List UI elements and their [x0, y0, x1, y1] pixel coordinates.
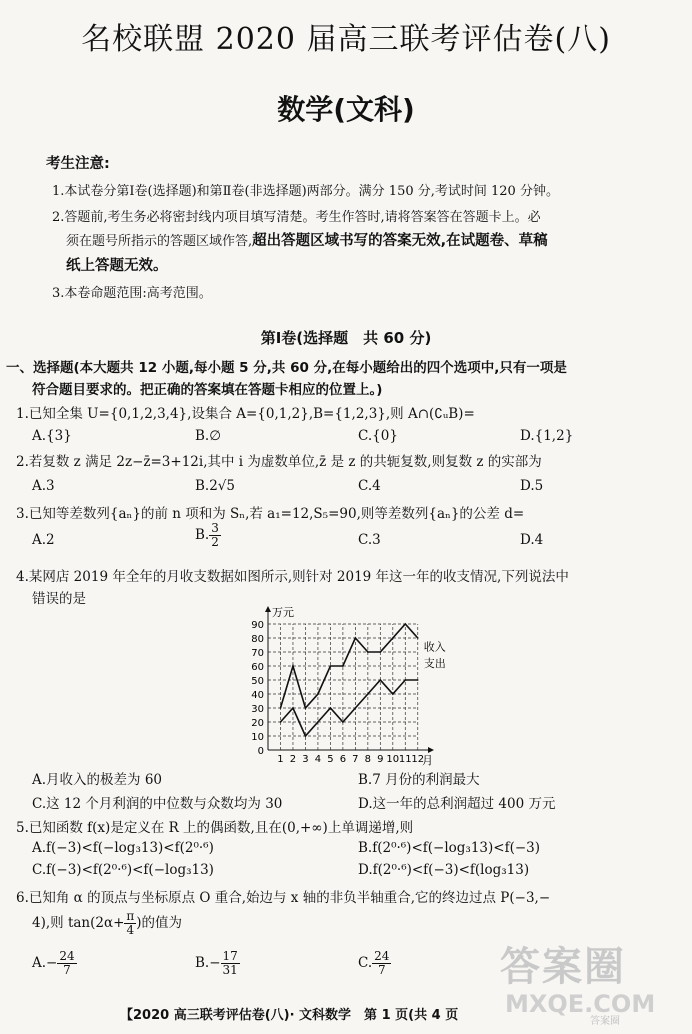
q3-option-b-fraction [209, 522, 221, 549]
series-legend-label: 支出 [423, 657, 446, 671]
q4-option-d: D.这一年的总利润超过 400 万元 [358, 796, 556, 812]
y-tick-label: 70 [251, 648, 264, 659]
watermark-small: 答案圈 [590, 1016, 620, 1027]
y-tick-label: 0 [257, 746, 264, 757]
y-tick-label: 30 [251, 704, 264, 715]
question-6-stem-2 [32, 910, 182, 937]
q6-stem-2-pre: 4),则 tan(2α+ [32, 915, 125, 931]
chart-ticks [251, 606, 433, 766]
data-point [367, 651, 369, 653]
q6-a-denominator: 7 [63, 963, 71, 977]
data-point [380, 679, 382, 681]
y-tick-label: 50 [251, 676, 264, 687]
q3-b-denominator: 2 [211, 535, 219, 549]
data-point [404, 679, 406, 681]
y-tick-label: 80 [251, 634, 264, 645]
notice-line-3-plain: 须在题号所指示的答题区域作答, [66, 234, 253, 249]
data-point [305, 707, 307, 709]
data-point [367, 693, 369, 695]
section-intro-1: 一、选择题(本大题共 12 小题,每小题 5 分,共 60 分,在每小题给出的四个选项中,只有一项是 [6, 360, 567, 376]
exam-title: 名校联盟 2020 届高三联考评估卷(八) [81, 22, 611, 57]
data-point [330, 665, 332, 667]
y-tick-label: 60 [251, 662, 264, 673]
x-tick-label: 4 [314, 754, 322, 765]
q6-c-prefix: C. [358, 955, 373, 971]
question-5-stem: 5.已知函数 f(x)是定义在 R 上的偶函数,且在(0,+∞)上单调递增,则 [16, 820, 414, 836]
q1-option-d: D.{1,2} [520, 428, 574, 444]
data-point [392, 693, 394, 695]
q2-option-b: B.2√5 [195, 478, 235, 494]
data-point [392, 637, 394, 639]
x-tick-label: 9 [377, 754, 384, 765]
q6-c-numerator: 24 [374, 949, 390, 963]
data-point [280, 707, 282, 709]
data-point [280, 721, 282, 723]
q4-option-b: B.7 月份的利润最大 [358, 772, 480, 788]
series-legend-label: 收入 [423, 640, 446, 654]
notice-line-2: 2.答题前,考生务必将密封线内项目填写清楚。考生作答时,请将答案答在答题卡上。必 [52, 210, 541, 225]
question-6-stem-1: 6.已知角 α 的顶点与坐标原点 O 重合,始边与 x 轴的非负半轴重合,它的终边过点 P(−3,− [16, 890, 551, 906]
y-tick-label: 40 [251, 690, 264, 701]
data-point [355, 707, 357, 709]
income-expense-chart [240, 604, 470, 766]
data-point [330, 707, 332, 709]
data-point [292, 707, 294, 709]
q6-c-fraction [372, 950, 391, 977]
q6-b-prefix: B.− [195, 955, 221, 971]
q6-a-fraction [57, 950, 76, 977]
q2-option-c: C.4 [358, 478, 381, 494]
notice-line-3 [66, 229, 548, 250]
q6-pi-over-4 [124, 910, 136, 937]
data-point [404, 623, 406, 625]
q1-option-b: B.∅ [195, 428, 221, 444]
q4-option-c: C.这 12 个月利润的中位数与众数均为 30 [32, 796, 283, 812]
data-point [355, 637, 357, 639]
q3-option-a: A.2 [32, 532, 55, 548]
q6-c-denominator: 7 [377, 963, 386, 977]
notice-heading: 考生注意: [46, 156, 110, 172]
q6-pi-numerator: π [126, 909, 135, 923]
q3-option-b [195, 522, 221, 549]
data-point [292, 665, 294, 667]
y-axis-label: 万元 [272, 606, 294, 619]
data-point [380, 651, 382, 653]
q6-option-c [358, 950, 391, 977]
x-axis-arrow [428, 747, 434, 753]
q6-option-b [195, 950, 240, 977]
x-tick-label: 5 [327, 754, 334, 765]
notice-line-1: 1.本试卷分第Ⅰ卷(选择题)和第Ⅱ卷(非选择题)两部分。满分 150 分,考试时间 120 分钟。 [52, 184, 559, 199]
x-tick-label: 8 [364, 754, 372, 765]
x-tick-label: 2 [289, 754, 297, 765]
q6-b-fraction [221, 950, 240, 977]
subject-title: 数学(文科) [277, 93, 415, 126]
q6-a-prefix: A.− [32, 955, 58, 971]
q6-stem-2-post: )的值为 [136, 915, 183, 931]
q3-option-d: D.4 [520, 532, 544, 548]
page-footer: 【2020 高三联考评估卷(八)· 文科数学 第 1 页(共 4 页 [120, 1008, 459, 1023]
data-point [417, 679, 419, 681]
q6-b-denominator: 31 [222, 963, 238, 977]
x-tick-label: 11 [398, 754, 412, 765]
q6-option-a [32, 950, 77, 977]
q6-pi-denominator: 4 [126, 923, 135, 937]
watermark-logo: 答案圈 [500, 944, 626, 990]
section-title: 第Ⅰ卷(选择题 共 60 分) [260, 329, 432, 347]
q5-option-a: A.f(−3)<f(−log₃13)<f(2⁰·⁶) [32, 840, 214, 856]
q1-option-c: C.{0} [358, 428, 398, 444]
watermark-url: MXQE.COM [505, 990, 656, 1018]
x-tick-label: 10 [386, 754, 400, 765]
question-2-stem: 2.若复数 z 满足 2z−z̄=3+12i,其中 i 为虚数单位,z̄ 是 z 的共轭复数,则复数 z 的实部为 [16, 454, 542, 470]
notice-line-3-bold: 超出答题区域书写的答案无效,在试题卷、草稿 [252, 233, 548, 249]
data-point [342, 665, 344, 667]
question-4-stem-2: 错误的是 [32, 591, 86, 607]
x-tick-label: 3 [302, 754, 309, 765]
q2-option-a: A.3 [32, 478, 55, 494]
y-axis-arrow [265, 606, 271, 612]
x-tick-label: 12 [411, 754, 425, 765]
q5-option-c: C.f(−3)<f(2⁰·⁶)<f(−log₃13) [32, 862, 214, 878]
y-tick-label: 10 [251, 732, 264, 743]
x-tick-label: 7 [352, 754, 359, 765]
q2-option-d: D.5 [520, 478, 544, 494]
question-4-stem-1: 4.某网店 2019 年全年的月收支数据如图所示,则针对 2019 年这一年的收支情况,下列说法中 [16, 569, 569, 585]
q5-option-d: D.f(2⁰·⁶)<f(−3)<f(log₃13) [358, 862, 530, 878]
y-tick-label: 20 [251, 718, 264, 729]
q4-option-a: A.月收入的极差为 60 [32, 772, 163, 788]
chart-grid [268, 624, 418, 750]
x-axis-label: 月 [422, 754, 433, 766]
data-point [317, 693, 319, 695]
q6-b-numerator: 17 [222, 949, 238, 963]
data-point [342, 721, 344, 723]
q1-option-a: A.{3} [32, 428, 72, 444]
q3-option-b-prefix: B. [195, 527, 210, 543]
x-tick-label: 1 [277, 754, 284, 765]
question-1-stem: 1.已知全集 U={0,1,2,3,4},设集合 A={0,1,2},B={1,2,3},则 A∩(∁ᵤB)= [16, 406, 475, 422]
q3-b-numerator: 3 [211, 521, 219, 535]
question-3-stem: 3.已知等差数列{aₙ}的前 n 项和为 Sₙ,若 a₁=12,S₅=90,则等差数列{aₙ}的公差 d= [16, 506, 525, 522]
notice-line-5: 3.本卷命题范围:高考范围。 [52, 286, 212, 301]
data-point [317, 721, 319, 723]
q6-a-numerator: 24 [59, 949, 75, 963]
data-point [417, 637, 419, 639]
section-intro-2: 符合题目要求的。把正确的答案填在答题卡相应的位置上。) [32, 382, 383, 398]
x-tick-label: 6 [339, 754, 347, 765]
q5-option-b: B.f(2⁰·⁶)<f(−log₃13)<f(−3) [358, 840, 541, 856]
notice-line-4: 纸上答题无效。 [66, 258, 168, 274]
q3-option-c: C.3 [358, 532, 381, 548]
data-point [305, 735, 307, 737]
y-tick-label: 90 [251, 620, 264, 631]
